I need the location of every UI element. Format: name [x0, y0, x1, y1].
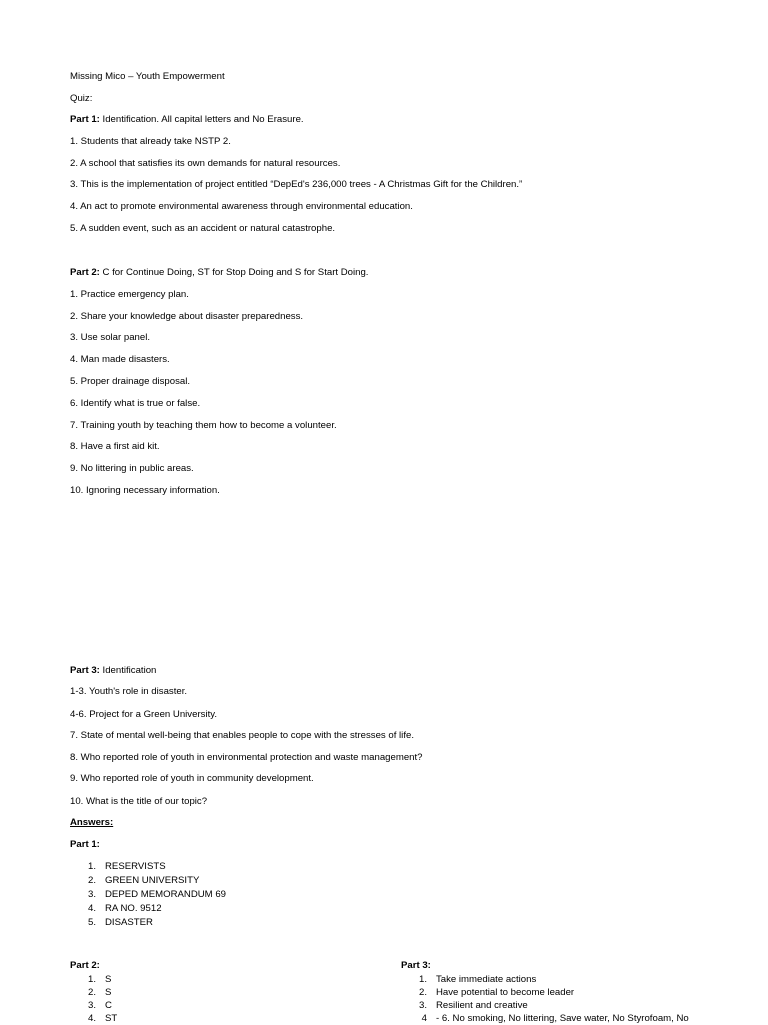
- answer-text: ST: [105, 1013, 118, 1024]
- part3-heading: Part 3:: [70, 665, 100, 676]
- answer-number: 4: [421, 1013, 427, 1024]
- part3-question: 10. What is the title of our topic?: [70, 796, 208, 807]
- answers-part1-heading: Part 1:: [70, 839, 100, 850]
- answer-number: 3.: [87, 1000, 96, 1011]
- answer-text: DEPED MEMORANDUM 69: [105, 889, 227, 900]
- part2-question: 3. Use solar panel.: [70, 332, 150, 343]
- part2-heading: Part 2:: [70, 267, 100, 278]
- part1-heading: Part 1:: [70, 114, 100, 125]
- part1-question: 5. A sudden event, such as an accident or natural catastrophe.: [70, 223, 336, 234]
- answer-text: GREEN UNIVERSITY: [105, 875, 200, 886]
- quiz-label: Quiz:: [70, 93, 93, 104]
- answer-item: [70, 917, 153, 929]
- part2-question: 2. Share your knowledge about disaster preparedness.: [70, 311, 304, 322]
- answer-text: Resilient and creative: [436, 1000, 528, 1011]
- part2-question: 1. Practice emergency plan.: [70, 289, 189, 300]
- answer-text: RA NO. 9512: [105, 903, 162, 914]
- answer-item: [70, 861, 166, 873]
- answer-number: 4.: [87, 903, 96, 914]
- answer-number: 3.: [418, 1000, 427, 1011]
- part1-question: 2. A school that satisfies its own demands for natural resources.: [70, 158, 341, 169]
- answer-text: S: [105, 987, 112, 998]
- part3-instruction: Identification: [99, 665, 157, 676]
- part1-heading-line: [70, 114, 304, 126]
- part2-question: 6. Identify what is true or false.: [70, 398, 201, 409]
- part3-question: 8. Who reported role of youth in environmental protection and waste management?: [70, 752, 423, 763]
- answer-item: [70, 1013, 117, 1025]
- answer-text: - 6. No smoking, No littering, Save water, No Styrofoam, No: [436, 1013, 689, 1024]
- part3-question: 7. State of mental well-being that enables people to cope with the stresses of life.: [70, 730, 414, 741]
- answer-item: [70, 1000, 112, 1012]
- part1-instruction: Identification. All capital letters and No Erasure.: [99, 114, 304, 125]
- answer-text: RESERVISTS: [105, 861, 166, 872]
- answer-item: [401, 1000, 528, 1012]
- part3-question: 9. Who reported role of youth in community development.: [70, 773, 314, 784]
- answer-number: 3.: [87, 889, 96, 900]
- part1-question: 1. Students that already take NSTP 2.: [70, 136, 231, 147]
- part3-heading-line: [70, 665, 156, 677]
- answer-item: [70, 875, 199, 887]
- document-title: Missing Mico – Youth Empowerment: [70, 71, 225, 82]
- answer-number: 4.: [87, 1013, 96, 1024]
- part2-question: 8. Have a first aid kit.: [70, 441, 160, 452]
- part2-question: 4. Man made disasters.: [70, 354, 170, 365]
- answer-item: [70, 889, 226, 901]
- answer-text: Take immediate actions: [436, 974, 537, 985]
- answer-number: 5.: [87, 917, 96, 928]
- answer-text: C: [105, 1000, 112, 1011]
- part2-heading-line: [70, 267, 368, 279]
- answer-item: [401, 987, 574, 999]
- answer-text: S: [105, 974, 112, 985]
- answer-text: DISASTER: [105, 917, 153, 928]
- answers-part2-heading: Part 2:: [70, 960, 100, 971]
- answer-item: [70, 903, 162, 915]
- part2-question: 5. Proper drainage disposal.: [70, 376, 190, 387]
- part1-question: 3. This is the implementation of project entitled “DepEd's 236,000 trees - A Christmas Gift for the Children.”: [70, 179, 523, 190]
- answer-number: 2.: [87, 875, 96, 886]
- answer-item: [70, 987, 111, 999]
- answer-item: [70, 974, 111, 986]
- answer-item: [401, 974, 536, 986]
- part3-question: 4-6. Project for a Green University.: [70, 709, 217, 720]
- answer-number: 1.: [418, 974, 427, 985]
- answers-part3-heading: Part 3:: [401, 960, 431, 971]
- answer-item: [401, 1013, 689, 1025]
- part1-question: 4. An act to promote environmental awareness through environmental education.: [70, 201, 413, 212]
- part3-question: 1-3. Youth's role in disaster.: [70, 686, 188, 697]
- answer-number: 1.: [87, 861, 96, 872]
- part2-instruction: C for Continue Doing, ST for Stop Doing and S for Start Doing.: [99, 267, 369, 278]
- answer-number: 2.: [87, 987, 96, 998]
- answer-text: Have potential to become leader: [436, 987, 575, 998]
- answer-number: 2.: [418, 987, 427, 998]
- answers-heading: Answers:: [70, 817, 114, 828]
- part2-question: 7. Training youth by teaching them how to become a volunteer.: [70, 420, 337, 431]
- part2-question: 9. No littering in public areas.: [70, 463, 194, 474]
- answer-number: 1.: [87, 974, 96, 985]
- part2-question: 10. Ignoring necessary information.: [70, 485, 220, 496]
